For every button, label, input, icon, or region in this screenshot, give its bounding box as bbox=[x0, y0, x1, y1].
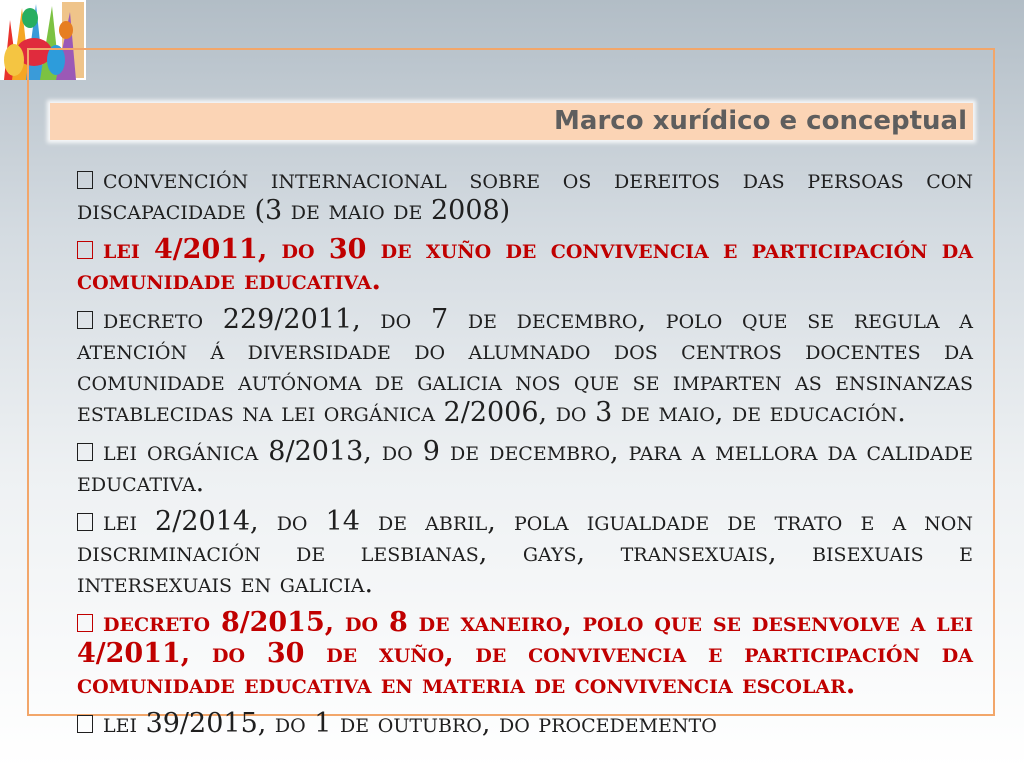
list-item-text: lei 39/2015, do 1 de outubro, do procedemento bbox=[103, 708, 717, 739]
list-item-text: decreto 8/2015, do 8 de xaneiro, polo que se desenvolve a lei 4/2011, do 30 de xuño, de convivencia e participación da comunidade educativa en materia de convivencia escolar. bbox=[77, 607, 973, 700]
list-item bbox=[77, 436, 973, 498]
list-item bbox=[77, 304, 973, 428]
slide-title: Marco xurídico e conceptual bbox=[554, 106, 967, 136]
list-item-text: lei 4/2011, do 30 de xuño de convivencia e participación da comunidade educativa. bbox=[77, 234, 973, 296]
list-item-text: convención internacional sobre os dereitos das persoas con discapacidade (3 de maio de 2008) bbox=[77, 164, 973, 226]
bullet-icon bbox=[77, 715, 93, 733]
list-item-text: lei 2/2014, do 14 de abril, pola igualdade de trato e a non discriminación de lesbianas, gays, transexuais, bisexuais e intersexuais en galicia. bbox=[77, 506, 973, 599]
list-item bbox=[77, 708, 973, 739]
list-item bbox=[77, 234, 973, 296]
list-item-text: decreto 229/2011, do 7 de decembro, polo que se regula a atención á diversidade do alumnado dos centros docentes da comunidade autónoma de galicia nos que se imparten as ensinanzas establecidas na lei orgánica 2/2006, do 3 de maio, de educación. bbox=[77, 304, 973, 428]
bullet-icon bbox=[77, 241, 93, 259]
list-item bbox=[77, 164, 973, 226]
bullet-icon bbox=[77, 311, 93, 329]
bullet-icon bbox=[77, 513, 93, 531]
list-item bbox=[77, 506, 973, 599]
title-bar bbox=[50, 103, 973, 140]
list-item-text: lei orgánica 8/2013, do 9 de decembro, para a mellora da calidade educativa. bbox=[77, 436, 973, 498]
bullet-icon bbox=[77, 443, 93, 461]
legal-framework-list bbox=[77, 164, 973, 747]
bullet-icon bbox=[77, 614, 93, 632]
list-item bbox=[77, 607, 973, 700]
bullet-icon bbox=[77, 171, 93, 189]
